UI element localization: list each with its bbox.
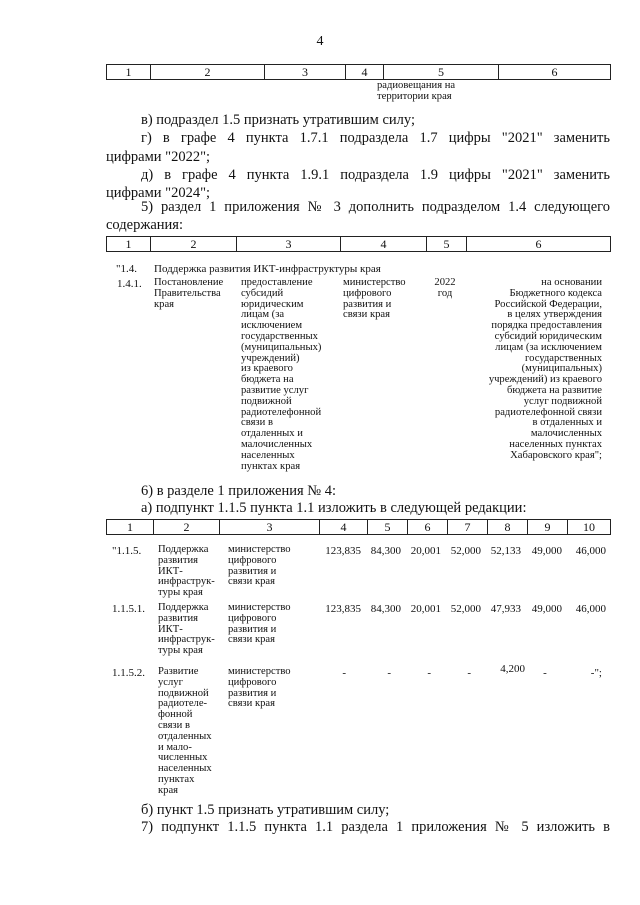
para-d-line2: цифрами "2024"; [106,185,211,201]
table1-col-1: 1 [107,65,151,80]
table3-row2-number: 1.1.5.1. [112,603,145,615]
table3-row1-val9: 49,000 [531,545,562,557]
table3-col-10: 10 [568,520,611,535]
table1-fragment: радиовещания на территории края [377,80,456,102]
table3-row1-name: Поддержка развития ИКТ- инфраструк- туры края [158,544,215,599]
table3-row3-val4: - [342,667,346,679]
table3-row3-val9: - [543,667,547,679]
table2-row-rationale: на основании Бюджетного кодекса Российской Федерации, в целях утверждения порядка предоставления субсидий юридическим лицам (за исключением государственных (муниципальных) учреждений) из краевого бюджета на развитие услуг подвижной радиотелефонной связи в отдаленных и малочисленных населенных пунктах Хабаровского края"; [488,277,602,461]
table1-col-3: 3 [265,65,346,80]
para-6b: б) пункт 1.5 признать утратившим силу; [141,802,390,818]
para-5-line2: содержания: [106,217,184,233]
table3-header [106,519,611,535]
table3-row2-val7: 52,000 [450,603,481,615]
table2-row-document: Постановление Правительства края [154,277,224,310]
table3-col-8: 8 [488,520,528,535]
table2-col-4: 4 [341,237,427,252]
para-d-line1: д) в графе 4 пункта 1.9.1 подраздела 1.9 цифры "2021" заменить [141,167,610,183]
table3-col-6: 6 [408,520,448,535]
para-g-line1: г) в графе 4 пункта 1.7.1 подраздела 1.7 цифры "2021" заменить [141,130,610,146]
para-6: 6) в разделе 1 приложения № 4: [141,483,337,499]
table2-row-number: 1.4.1. [117,278,142,290]
para-6a: а) подпункт 1.1.5 пункта 1.1 изложить в следующей редакции: [141,500,527,516]
table3-row2-val8: 47,933 [490,603,521,615]
table3-row1-val6: 20,001 [410,545,441,557]
table3-col-5: 5 [368,520,408,535]
table3-row1-number: "1.1.5. [112,545,142,557]
page-number: 4 [316,34,324,49]
table3-row1-val5: 84,300 [370,545,401,557]
para-v: в) подраздел 1.5 признать утратившим силу; [141,112,415,128]
table2-row-executor: министерство цифрового развития и связи края [343,277,406,321]
table3-row3-name: Развитие услуг подвижной радиотеле- фонной связи в отдаленных и мало- численных населенных пунктах края [158,666,212,796]
table3-col-2: 2 [154,520,220,535]
table2-col-2: 2 [151,237,237,252]
table3-row3-val6: - [427,667,431,679]
table3-row2-val10: 46,000 [575,603,606,615]
table3-row3-number: 1.1.5.2. [112,667,145,679]
table2-section-title: Поддержка развития ИКТ-инфраструктуры края [154,263,381,275]
table3-row1-val7: 52,000 [450,545,481,557]
table3-row3-val7: - [467,667,471,679]
table2-col-3: 3 [237,237,341,252]
table2-section-number: "1.4. [116,263,137,275]
para-7: 7) подпункт 1.1.5 пункта 1.1 раздела 1 приложения № 5 изложить в [141,819,610,835]
table3-col-9: 9 [528,520,568,535]
table2-row-term: 2022 год [434,277,456,299]
table3-row2-val9: 49,000 [531,603,562,615]
table3-row2-val4: 123,835 [325,603,361,615]
table3-col-3: 3 [220,520,320,535]
table3-row1-val8: 52,133 [490,545,521,557]
table3-row2-val5: 84,300 [370,603,401,615]
table3-row3-val10: -"; [590,667,602,679]
table1-col-4: 4 [346,65,384,80]
table2-col-6: 6 [467,237,611,252]
table2-header [106,236,611,252]
table3-row1-val4: 123,835 [325,545,361,557]
table2-row-measure: предоставление субсидий юридическим лицам (за исключением государственных (муниципальных) учреждений) из краевого бюджета на развитие услуг подвижной радиотелефонной связи в отдаленных и малочисленных населенных пунктах края [241,277,322,472]
para-5-line1: 5) раздел 1 приложения № 3 дополнить подразделом 1.4 следующего [141,199,610,215]
table3-row1-val10: 46,000 [575,545,606,557]
table3-col-1: 1 [107,520,154,535]
table1-col-5: 5 [384,65,499,80]
table2-col-1: 1 [107,237,151,252]
table3-row3-val5: - [387,667,391,679]
table2-col-5: 5 [427,237,467,252]
table3-row2-name: Поддержка развития ИКТ- инфраструк- туры края [158,602,215,657]
table1-col-6: 6 [499,65,611,80]
table1-col-2: 2 [151,65,265,80]
table3-row3-executor: министерство цифрового развития и связи края [228,666,291,710]
table3-row2-executor: министерство цифрового развития и связи края [228,602,291,646]
para-g-line2: цифрами "2022"; [106,149,211,165]
table3-col-7: 7 [448,520,488,535]
table3-row2-val6: 20,001 [410,603,441,615]
table3-row1-executor: министерство цифрового развития и связи края [228,544,291,588]
table1-header [106,64,611,80]
table3-col-4: 4 [320,520,368,535]
table3-row3-val8: 4,200 [500,663,525,675]
